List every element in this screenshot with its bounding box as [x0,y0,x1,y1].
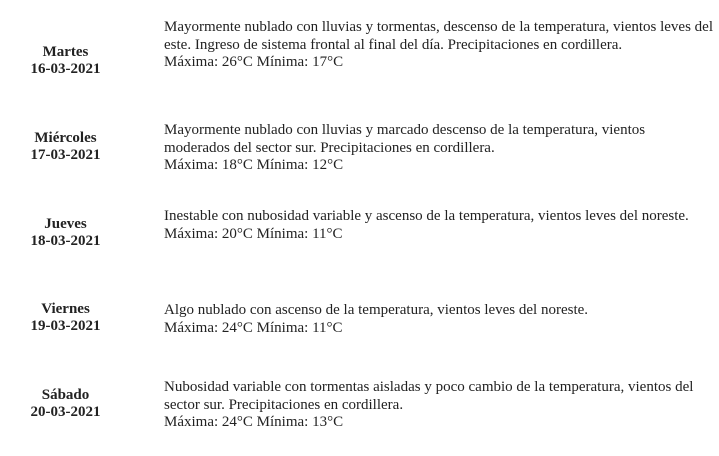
forecast-day-cell [0,130,131,164]
forecast-description-cell [164,379,714,432]
forecast-day-cell [0,301,131,335]
day-date: 18-03-2021 [30,233,101,249]
day-name: Jueves [44,216,87,232]
forecast-temperatures: Máxima: 24°C Mínima: 11°C [164,319,343,336]
forecast-temperatures: Máxima: 20°C Mínima: 11°C [164,225,343,242]
forecast-description-cell [164,122,714,175]
forecast-description-cell [164,19,714,72]
forecast-description-cell [164,302,714,337]
day-date: 16-03-2021 [30,61,101,77]
day-name: Martes [42,44,89,60]
forecast-day-cell [0,216,131,250]
forecast-temperatures: Máxima: 26°C Mínima: 17°C [164,54,344,70]
forecast-description: Nubosidad variable con tormentas aisladas y poco cambio de la temperatura, vientos del sector sur. Precipitaciones en cordillera. [164,379,694,413]
day-date: 19-03-2021 [30,318,101,334]
forecast-day-cell [0,44,131,78]
day-name: Miércoles [34,130,97,146]
forecast-temperatures: Máxima: 18°C Mínima: 12°C [164,157,344,173]
forecast-description: Algo nublado con ascenso de la temperatura, vientos leves del noreste. [164,302,589,318]
forecast-temperatures: Máxima: 24°C Mínima: 13°C [164,414,344,430]
forecast-description: Mayormente nublado con lluvias y tormentas, descenso de la temperatura, vientos leves del este. Ingreso de sistema frontal al final del día. Precipitaciones en cordillera. [164,19,714,53]
day-name: Sábado [41,387,90,403]
day-name: Viernes [41,301,90,317]
day-date: 17-03-2021 [30,147,101,163]
day-date: 20-03-2021 [30,404,101,420]
forecast-day-cell [0,387,131,421]
forecast-description-cell [164,208,714,243]
forecast-description: Mayormente nublado con lluvias y marcado descenso de la temperatura, vientos moderados del sector sur. Precipitaciones en cordillera. [164,122,646,156]
forecast-description: Inestable con nubosidad variable y ascenso de la temperatura, vientos leves del noreste. [164,208,689,224]
